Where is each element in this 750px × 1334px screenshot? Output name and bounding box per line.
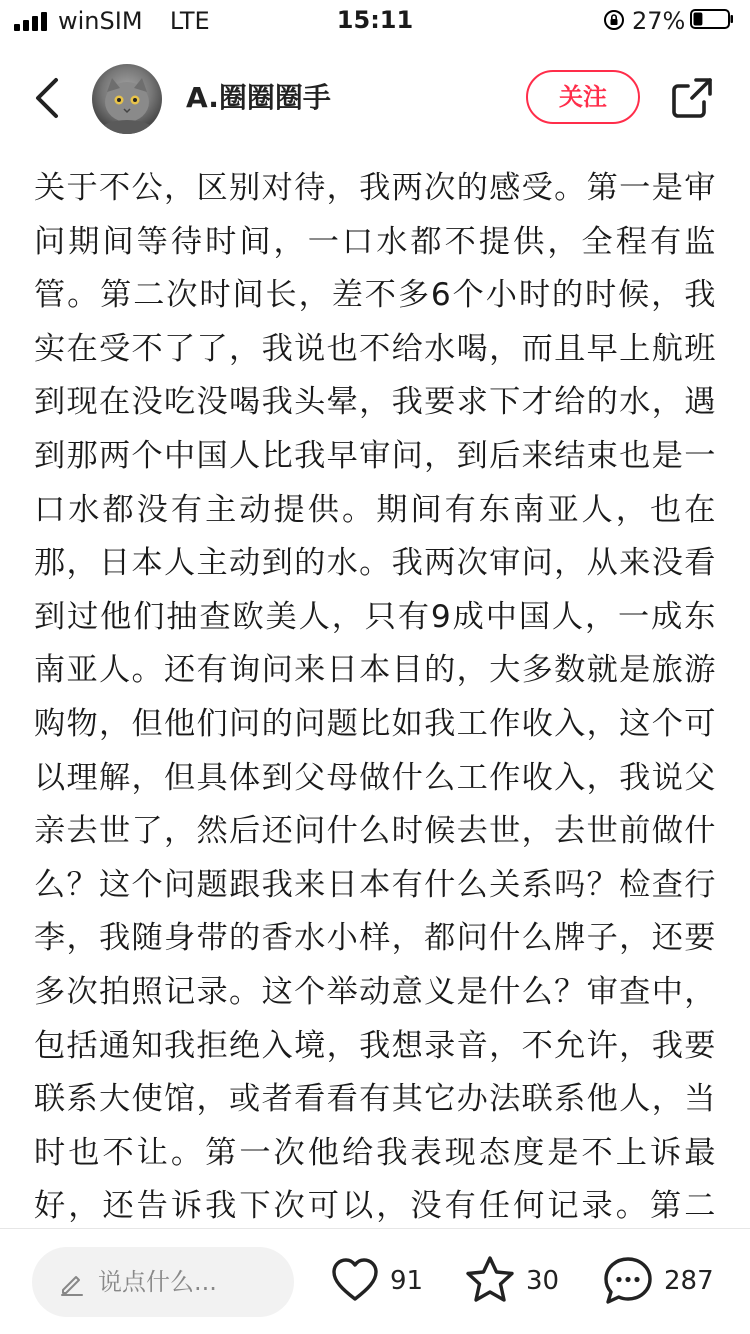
heart-icon	[330, 1255, 380, 1305]
like-count: 91	[390, 1266, 424, 1296]
note-content	[34, 162, 716, 1228]
comment-button[interactable]	[602, 1255, 722, 1311]
status-bar	[0, 0, 750, 40]
network-type: LTE	[169, 7, 210, 35]
author-name[interactable]: A.圈圈圈手	[186, 81, 331, 114]
share-icon	[674, 80, 710, 116]
speech-bubble-icon	[602, 1255, 654, 1307]
note-header	[0, 58, 750, 140]
star-icon	[464, 1255, 516, 1305]
comment-input[interactable]	[32, 1247, 294, 1317]
pencil-icon	[58, 1269, 86, 1297]
like-button[interactable]	[330, 1255, 430, 1311]
note-body-text: 关于不公，区别对待，我两次的感受。第一是审问期间等待时间，一口水都不提供，全程有监管。第二次时间长，差不多6个小时的时候，我实在受不了了，我说也不给水喝，而且早上航班到现在没吃没喝我头晕，我要求下才给的水，遇到那两个中国人比我早审问，到后来结束也是一口水都没有主动提供。期间有东南亚人，也在那，日本人主动到的水。我两次审问，从来没看到过他们抽查欧美人，只有9成中国人，一成东南亚人。还有询问来日本目的，大多数就是旅游购物，但他们问的问题比如我工作收入，这个可以理解，但具体到父母做什么工作收入，我说父亲去世了，然后还问什么时候去世，去世前做什么？这个问题跟我来日本有什么关系吗？检查行李，我随身带的香水小样，都问什么牌子，还要多次拍照记录。这个举动意义是什么？审查中，包括通知我拒绝入境，我想录音，不允许，我要联系大使馆，或者看看有其它办法联系他人，当时也不让。第一次他给我表现态度是不上诉最好，还告诉我下次可以，没有任何记录。第二	[34, 170, 716, 1225]
collect-count: 30	[526, 1266, 560, 1296]
back-button[interactable]	[28, 74, 68, 122]
battery-percent: 27%	[632, 7, 686, 35]
carrier-name: winSIM	[58, 7, 143, 35]
orientation-lock-icon	[603, 9, 625, 31]
battery-icon	[690, 9, 734, 29]
status-time: 15:11	[336, 6, 414, 34]
share-button[interactable]	[670, 76, 714, 120]
chevron-left-icon	[38, 80, 56, 116]
comment-count: 287	[664, 1266, 714, 1296]
bottom-action-bar	[0, 1228, 750, 1334]
cat-avatar-image	[92, 64, 162, 134]
follow-button[interactable]: 关注	[526, 70, 640, 124]
comment-placeholder: 说点什么...	[98, 1268, 217, 1296]
author-avatar[interactable]	[92, 64, 162, 134]
collect-button[interactable]	[464, 1255, 564, 1311]
